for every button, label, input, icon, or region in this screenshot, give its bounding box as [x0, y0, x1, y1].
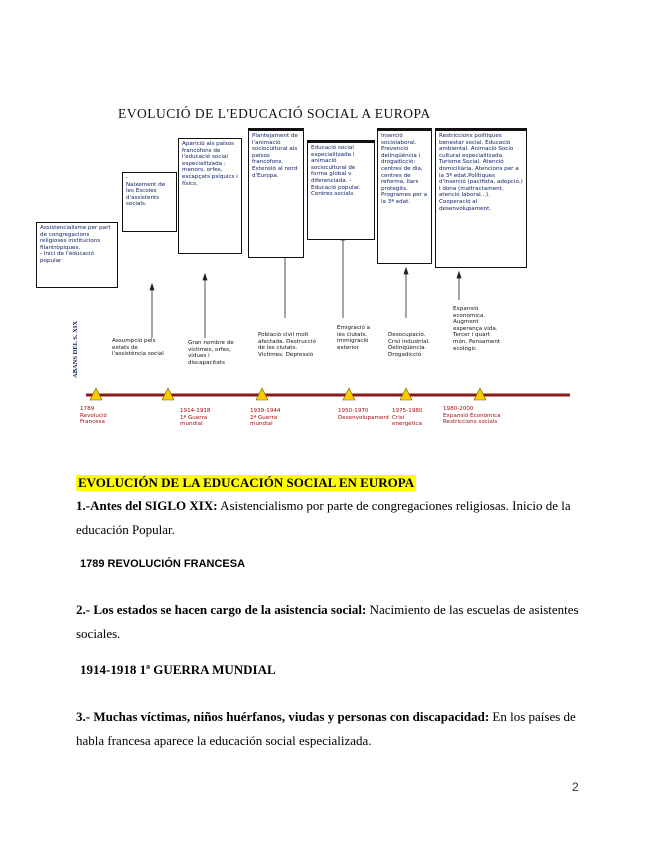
- date-1914: 1914-1918 1ª Guerra mundial: [180, 408, 211, 428]
- paragraph-1-text: Asistencialismo por parte de congregaciones religiosas. Inicio de la educación Popular.: [76, 498, 571, 537]
- paragraph-1: [76, 494, 586, 542]
- paragraph-3-text: En los países de habla francesa aparece la educación social especializada.: [76, 709, 576, 748]
- annotation-4: Emigració a les ciutats. Immigració exterior: [337, 325, 371, 351]
- date-1950: 1950-1970 Desenvolupament: [338, 408, 390, 421]
- era-box-2: - Naixement de les Escoles d'assistents socials.: [122, 172, 177, 232]
- marker-1980: [474, 388, 486, 400]
- date-1980: 1980-2000 Expansió Econòmica Restriccions socials: [443, 406, 501, 426]
- page-number: 2: [572, 780, 579, 794]
- paragraph-3: [76, 705, 586, 753]
- paragraph-2-lead: 2.- Los estados se hacen cargo de la asistencia social:: [76, 602, 367, 617]
- date-1939: 1939-1944 2ª Guerra mundial: [250, 408, 281, 428]
- timeline-markers: [90, 388, 486, 400]
- date-1789: 1789 Revolució Francesa: [80, 406, 107, 426]
- paragraph-3-lead: 3.- Muchas víctimas, niños huérfanos, viudas y personas con discapacidad:: [76, 709, 490, 724]
- era-box-7: Restriccions polítiques benestar social. Educació ambiental. Animació Socio cultural especialitzada. Turisme Social. Atenció domiciliària. Atencions per a la 3ª edat.Polítiques d'inserció (pacifista, adopció.) i dona (maltractament, atenció laboral...). Cooperació al desenvolupament.: [435, 128, 527, 268]
- paragraph-2-text: Nacimiento de las escuelas de asistentes sociales.: [76, 602, 579, 641]
- paragraph-2: [76, 598, 586, 646]
- era-box-4: Plantejament de l'animació sociocultural als països francòfons. Extensió al nord d'Europa.: [248, 128, 304, 258]
- paragraph-1-lead: 1.-Antes del SIGLO XIX:: [76, 498, 218, 513]
- annotation-5: Desocupació. Crisi industrial. Delinqüència. Drogadicció: [388, 332, 430, 358]
- marker-1950: [343, 388, 355, 400]
- annotation-6: Expansió econòmica. Augment esperança vida. Tercer i quart món. Pensament ecològic: [453, 306, 501, 352]
- marker-1939: [256, 388, 268, 400]
- event-1789: 1789 REVOLUCIÓN FRANCESA: [80, 558, 246, 570]
- marker-1914: [162, 388, 174, 400]
- era-vertical-label: ABANS DEL S. XIX: [72, 320, 79, 378]
- section-heading: EVOLUCIÓN DE LA EDUCACIÓN SOCIAL EN EUROPA: [78, 475, 415, 490]
- annotation-1: Assumpció pels estats de l'assistència social: [112, 338, 164, 358]
- date-1975: 1975-1980 Crisi energètica: [392, 408, 423, 428]
- figure-title: EVOLUCIÓ DE L'EDUCACIÓ SOCIAL A EUROPA: [118, 106, 431, 121]
- marker-1789: [90, 388, 102, 400]
- annotation-3: Població civil molt afectada. Destrucció de les ciutats. Víctimes. Depressió: [258, 332, 316, 358]
- event-1914: 1914-1918 1ª GUERRA MUNDIAL: [80, 662, 276, 677]
- era-box-1: Assistencialisme per part de congregacions religioses institucions filantròpiques. - Inici de l'educació popular: [36, 222, 118, 288]
- annotation-2: Gran nombre de víctimes, orfes, vídues i discapacitats: [188, 340, 234, 366]
- marker-1975: [400, 388, 412, 400]
- era-box-3: Aparició als països francòfons de l'educació social especialitzada : menors, orfes, escapçats psíquics i físics.: [178, 138, 242, 254]
- era-box-6: Inserció sociolaboral. Prevenció delinqüència i drogadicció: centres de dia, centres de reforma, llars protegits. Programes per a la 3ª edat.: [377, 128, 432, 264]
- era-box-5: Educació social especialitzada i animació sociocultural de forma global v diferenciada. - Educació popular. Centres socials: [307, 140, 375, 240]
